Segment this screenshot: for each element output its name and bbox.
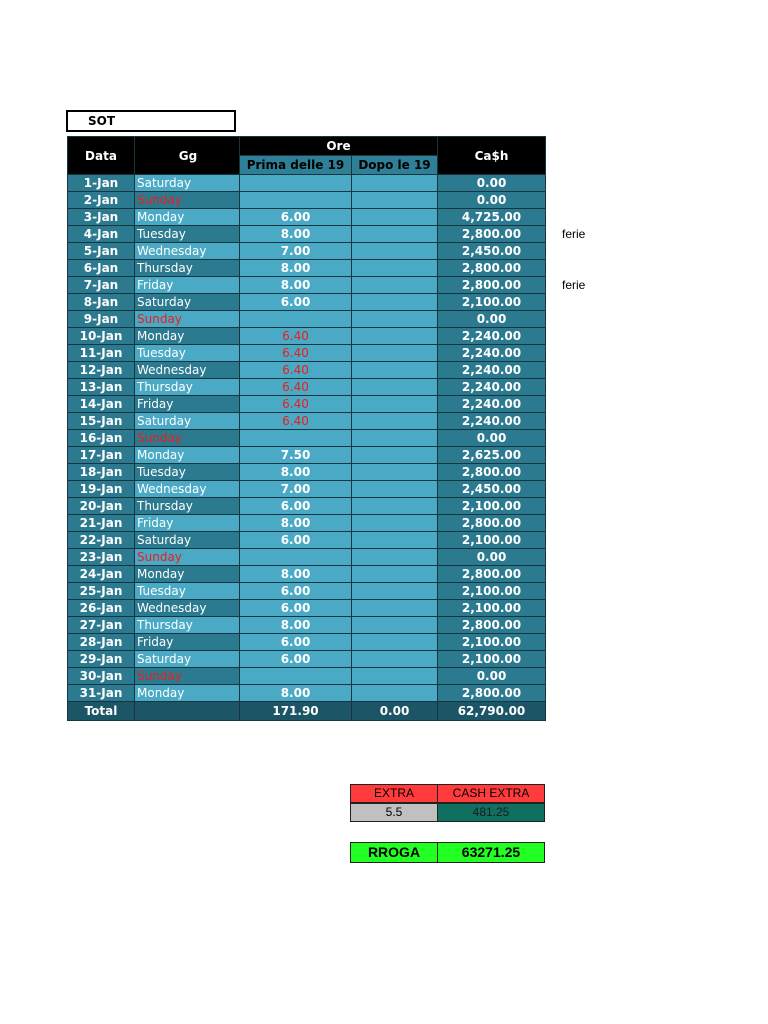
row-dopo	[352, 413, 438, 430]
table-row	[68, 600, 546, 617]
row-cash: 2,800.00	[438, 277, 546, 294]
row-cash: 2,240.00	[438, 396, 546, 413]
row-cash: 2,800.00	[438, 464, 546, 481]
row-date: 20-Jan	[68, 498, 135, 515]
table-row	[68, 566, 546, 583]
row-date: 10-Jan	[68, 328, 135, 345]
row-date: 19-Jan	[68, 481, 135, 498]
row-cash: 2,240.00	[438, 413, 546, 430]
table-row	[68, 498, 546, 515]
row-dopo	[352, 651, 438, 668]
table-row	[68, 379, 546, 396]
table-row	[68, 481, 546, 498]
row-cash: 2,100.00	[438, 294, 546, 311]
row-dopo	[352, 294, 438, 311]
row-prima	[240, 668, 352, 685]
row-dopo	[352, 209, 438, 226]
row-day: Thursday	[135, 498, 240, 515]
header-ore: Ore	[240, 137, 438, 156]
row-prima: 6.00	[240, 532, 352, 549]
row-cash: 2,100.00	[438, 600, 546, 617]
row-dopo	[352, 362, 438, 379]
total-gg	[135, 702, 240, 721]
row-date: 15-Jan	[68, 413, 135, 430]
row-dopo	[352, 243, 438, 260]
row-prima: 8.00	[240, 515, 352, 532]
cash-extra-header: CASH EXTRA	[437, 784, 545, 803]
row-day: Wednesday	[135, 481, 240, 498]
row-cash: 2,240.00	[438, 328, 546, 345]
row-cash: 2,240.00	[438, 345, 546, 362]
table-row	[68, 277, 546, 294]
row-prima: 6.40	[240, 379, 352, 396]
row-day: Thursday	[135, 260, 240, 277]
row-dopo	[352, 226, 438, 243]
row-day: Saturday	[135, 651, 240, 668]
row-prima: 6.40	[240, 362, 352, 379]
row-date: 18-Jan	[68, 464, 135, 481]
row-date: 16-Jan	[68, 430, 135, 447]
row-cash: 2,800.00	[438, 260, 546, 277]
row-day: Tuesday	[135, 345, 240, 362]
row-day: Tuesday	[135, 226, 240, 243]
row-date: 29-Jan	[68, 651, 135, 668]
row-day: Saturday	[135, 294, 240, 311]
extra-value: 5.5	[350, 803, 438, 822]
table-row	[68, 549, 546, 566]
cash-extra-value: 481.25	[437, 803, 545, 822]
row-day: Friday	[135, 396, 240, 413]
table-row	[68, 651, 546, 668]
row-dopo	[352, 345, 438, 362]
table-row	[68, 668, 546, 685]
row-dopo	[352, 515, 438, 532]
row-day: Thursday	[135, 617, 240, 634]
row-dopo	[352, 481, 438, 498]
row-date: 3-Jan	[68, 209, 135, 226]
row-day: Sunday	[135, 430, 240, 447]
header-dopo: Dopo le 19	[352, 156, 438, 175]
row-dopo	[352, 328, 438, 345]
row-prima: 6.00	[240, 294, 352, 311]
row-prima: 6.40	[240, 396, 352, 413]
row-date: 8-Jan	[68, 294, 135, 311]
row-dopo	[352, 498, 438, 515]
row-day: Sunday	[135, 192, 240, 209]
row-dopo	[352, 549, 438, 566]
table-row	[68, 617, 546, 634]
row-dopo	[352, 668, 438, 685]
table-row	[68, 311, 546, 328]
row-dopo	[352, 685, 438, 702]
header-cash: Ca$h	[438, 137, 546, 175]
row-date: 17-Jan	[68, 447, 135, 464]
table-row	[68, 685, 546, 702]
row-dopo	[352, 447, 438, 464]
row-dopo	[352, 583, 438, 600]
row-day: Monday	[135, 209, 240, 226]
row-dopo	[352, 566, 438, 583]
row-cash: 2,800.00	[438, 617, 546, 634]
total-cash: 62,790.00	[438, 702, 546, 721]
row-prima: 6.40	[240, 328, 352, 345]
table-row	[68, 243, 546, 260]
row-prima: 6.00	[240, 498, 352, 515]
row-cash: 2,100.00	[438, 651, 546, 668]
table-row	[68, 345, 546, 362]
table-row	[68, 396, 546, 413]
row-dopo	[352, 311, 438, 328]
row-day: Monday	[135, 685, 240, 702]
row-dopo	[352, 634, 438, 651]
header-data: Data	[68, 137, 135, 175]
row-cash: 2,625.00	[438, 447, 546, 464]
row-date: 31-Jan	[68, 685, 135, 702]
row-date: 12-Jan	[68, 362, 135, 379]
side-note: ferie	[562, 226, 586, 241]
row-cash: 0.00	[438, 311, 546, 328]
row-cash: 2,100.00	[438, 634, 546, 651]
row-prima: 7.50	[240, 447, 352, 464]
row-dopo	[352, 379, 438, 396]
row-cash: 2,800.00	[438, 566, 546, 583]
row-cash: 2,240.00	[438, 379, 546, 396]
row-day: Wednesday	[135, 243, 240, 260]
row-dopo	[352, 260, 438, 277]
row-date: 21-Jan	[68, 515, 135, 532]
row-day: Saturday	[135, 413, 240, 430]
row-date: 4-Jan	[68, 226, 135, 243]
table-row	[68, 515, 546, 532]
total-prima: 171.90	[240, 702, 352, 721]
row-day: Thursday	[135, 379, 240, 396]
row-dopo	[352, 396, 438, 413]
row-day: Monday	[135, 328, 240, 345]
row-prima: 6.00	[240, 209, 352, 226]
extra-header: EXTRA	[350, 784, 438, 803]
row-day: Monday	[135, 447, 240, 464]
table-row	[68, 226, 546, 243]
table-row	[68, 209, 546, 226]
row-prima: 6.00	[240, 583, 352, 600]
row-date: 23-Jan	[68, 549, 135, 566]
table-row	[68, 634, 546, 651]
row-dopo	[352, 175, 438, 192]
row-day: Wednesday	[135, 362, 240, 379]
row-date: 13-Jan	[68, 379, 135, 396]
row-dopo	[352, 617, 438, 634]
row-day: Tuesday	[135, 583, 240, 600]
total-label: Total	[68, 702, 135, 721]
row-day: Sunday	[135, 549, 240, 566]
row-date: 6-Jan	[68, 260, 135, 277]
row-date: 24-Jan	[68, 566, 135, 583]
row-cash: 2,800.00	[438, 515, 546, 532]
row-prima: 6.00	[240, 600, 352, 617]
table-row	[68, 532, 546, 549]
row-cash: 2,240.00	[438, 362, 546, 379]
sot-label: SOT	[66, 110, 236, 132]
row-prima: 8.00	[240, 685, 352, 702]
row-prima: 8.00	[240, 566, 352, 583]
table-row	[68, 362, 546, 379]
row-prima: 6.00	[240, 651, 352, 668]
row-cash: 2,800.00	[438, 685, 546, 702]
row-cash: 2,450.00	[438, 243, 546, 260]
row-cash: 2,800.00	[438, 226, 546, 243]
table-row	[68, 447, 546, 464]
row-date: 25-Jan	[68, 583, 135, 600]
row-day: Tuesday	[135, 464, 240, 481]
table-row	[68, 260, 546, 277]
row-prima: 6.40	[240, 345, 352, 362]
row-prima	[240, 311, 352, 328]
table-row	[68, 175, 546, 192]
row-prima	[240, 175, 352, 192]
row-cash: 0.00	[438, 549, 546, 566]
row-day: Sunday	[135, 311, 240, 328]
row-day: Friday	[135, 634, 240, 651]
row-prima	[240, 549, 352, 566]
header-prima: Prima delle 19	[240, 156, 352, 175]
total-dopo: 0.00	[352, 702, 438, 721]
row-date: 28-Jan	[68, 634, 135, 651]
table-row	[68, 583, 546, 600]
row-prima: 6.40	[240, 413, 352, 430]
timesheet-table	[67, 136, 546, 721]
row-day: Sunday	[135, 668, 240, 685]
row-cash: 2,100.00	[438, 498, 546, 515]
row-date: 30-Jan	[68, 668, 135, 685]
table-row	[68, 464, 546, 481]
table-row	[68, 192, 546, 209]
row-cash: 2,450.00	[438, 481, 546, 498]
row-date: 1-Jan	[68, 175, 135, 192]
row-cash: 0.00	[438, 668, 546, 685]
row-date: 5-Jan	[68, 243, 135, 260]
table-row	[68, 430, 546, 447]
side-note: ferie	[562, 277, 586, 292]
row-date: 14-Jan	[68, 396, 135, 413]
row-prima: 6.00	[240, 634, 352, 651]
row-dopo	[352, 430, 438, 447]
row-prima	[240, 430, 352, 447]
rroga-value: 63271.25	[437, 842, 545, 863]
row-date: 11-Jan	[68, 345, 135, 362]
row-date: 7-Jan	[68, 277, 135, 294]
row-day: Friday	[135, 515, 240, 532]
row-cash: 2,100.00	[438, 532, 546, 549]
header-gg: Gg	[135, 137, 240, 175]
row-prima: 8.00	[240, 464, 352, 481]
row-date: 2-Jan	[68, 192, 135, 209]
table-row	[68, 413, 546, 430]
rroga-label: RROGA	[350, 842, 438, 863]
row-dopo	[352, 277, 438, 294]
row-cash: 0.00	[438, 192, 546, 209]
row-prima: 8.00	[240, 260, 352, 277]
row-cash: 0.00	[438, 430, 546, 447]
row-prima	[240, 192, 352, 209]
table-row	[68, 328, 546, 345]
row-cash: 0.00	[438, 175, 546, 192]
row-prima: 7.00	[240, 481, 352, 498]
row-cash: 4,725.00	[438, 209, 546, 226]
row-date: 22-Jan	[68, 532, 135, 549]
row-day: Monday	[135, 566, 240, 583]
table-row	[68, 294, 546, 311]
row-dopo	[352, 192, 438, 209]
row-day: Saturday	[135, 175, 240, 192]
row-prima: 8.00	[240, 226, 352, 243]
row-dopo	[352, 532, 438, 549]
row-date: 27-Jan	[68, 617, 135, 634]
row-cash: 2,100.00	[438, 583, 546, 600]
row-date: 9-Jan	[68, 311, 135, 328]
row-dopo	[352, 600, 438, 617]
row-date: 26-Jan	[68, 600, 135, 617]
row-day: Wednesday	[135, 600, 240, 617]
row-prima: 8.00	[240, 617, 352, 634]
row-day: Saturday	[135, 532, 240, 549]
row-prima: 7.00	[240, 243, 352, 260]
row-day: Friday	[135, 277, 240, 294]
row-dopo	[352, 464, 438, 481]
row-prima: 8.00	[240, 277, 352, 294]
